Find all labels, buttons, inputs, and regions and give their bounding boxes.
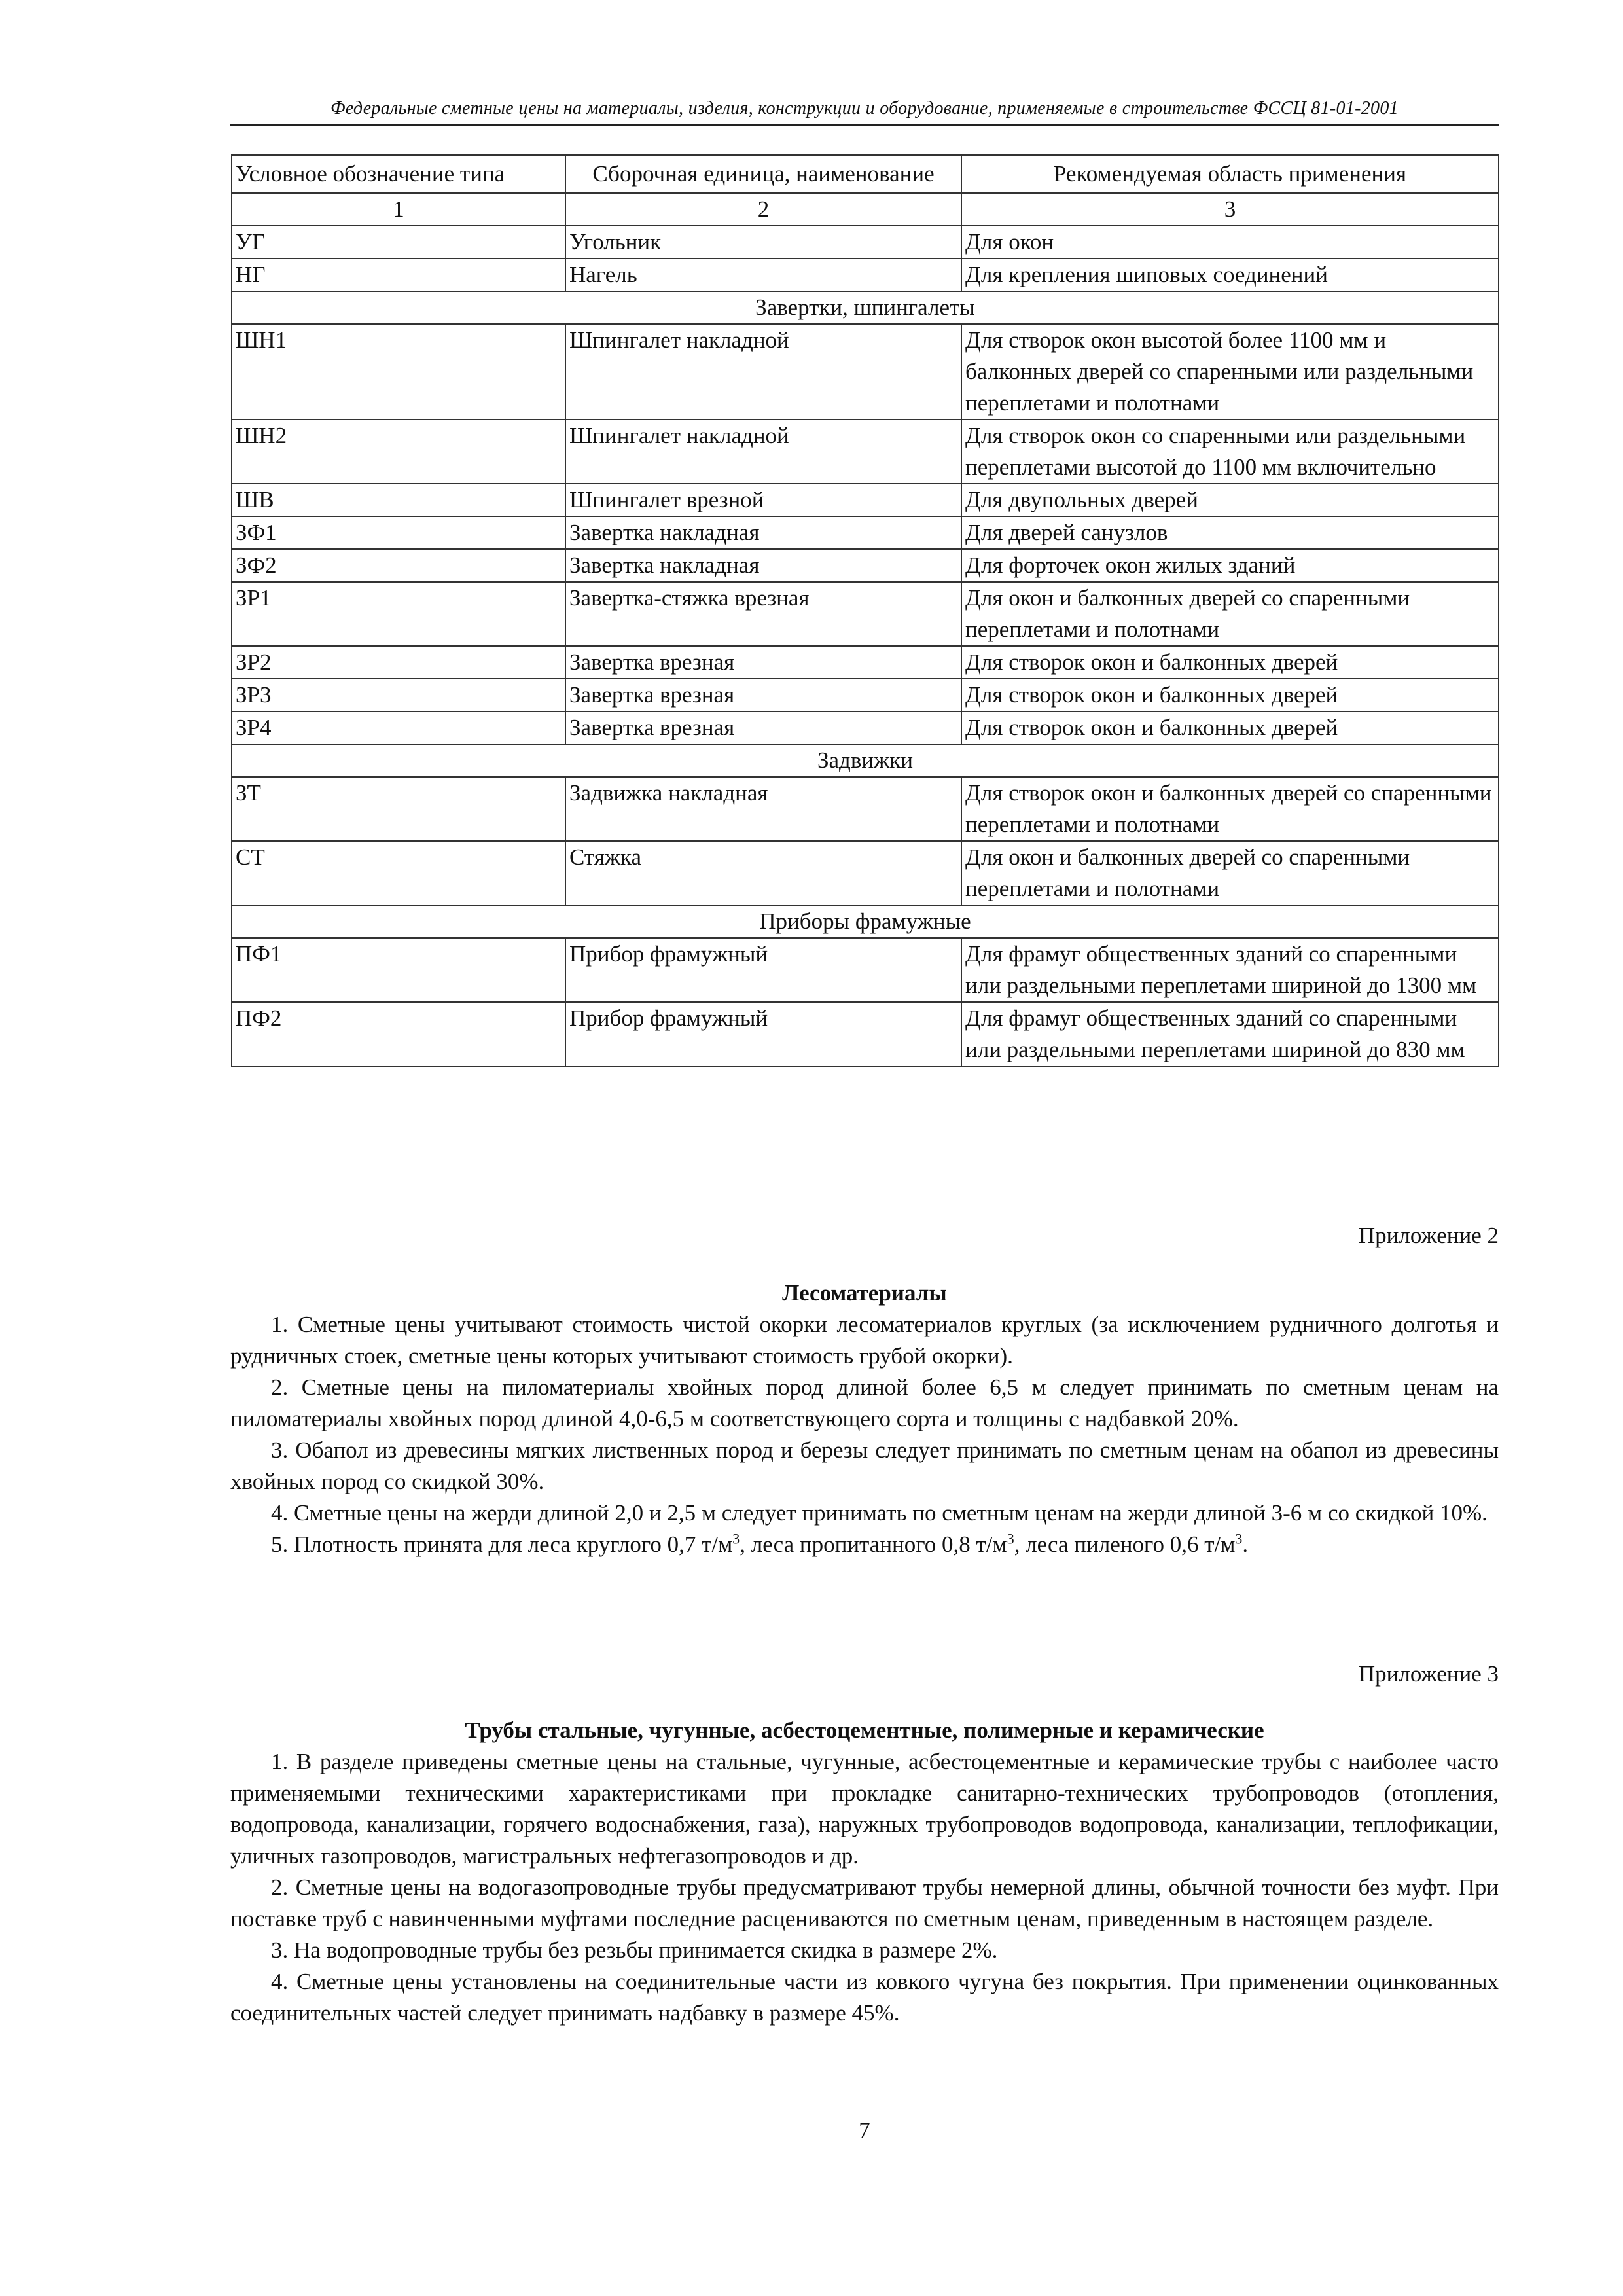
page-number: 7 xyxy=(859,2117,870,2143)
running-header: Федеральные сметные цены на материалы, изделия, конструкции и оборудование, применяемые в строительстве ФССЦ 81-01-2001 xyxy=(230,98,1499,126)
table-row xyxy=(232,679,1499,711)
section-heading: Задвижки xyxy=(232,744,1499,777)
unit-name-cell: Завертка-стяжка врезная xyxy=(565,582,961,646)
column-number-row xyxy=(232,193,1499,226)
type-code-cell: ЗФ2 xyxy=(232,549,565,582)
type-code-cell: СТ xyxy=(232,841,565,905)
table-row xyxy=(232,516,1499,549)
application-cell: Для форточек окон жилых зданий xyxy=(961,549,1499,582)
unit-name-cell: Завертка врезная xyxy=(565,646,961,679)
header-type: Условное обозначение типа xyxy=(232,155,565,193)
application-cell: Для двупольных дверей xyxy=(961,484,1499,516)
section-title-timber: Лесоматериалы xyxy=(782,1280,947,1306)
unit-name-cell: Нагель xyxy=(565,259,961,291)
appendix-3-label: Приложение 3 xyxy=(1358,1661,1499,1687)
application-cell: Для створок окон со спаренными или раздельными переплетами высотой до 1100 мм включительно xyxy=(961,420,1499,484)
superscript: 3 xyxy=(732,1530,740,1547)
section-heading: Приборы фрамужные xyxy=(232,905,1499,938)
paragraph: 2. Сметные цены на водогазопроводные трубы предусматривают трубы немерной длины, обычной точности без муфт. При поставке труб с навинченными муфтами последние расцениваются по сметным ценам, приведенным в настоящем разделе. xyxy=(230,1874,1499,1931)
application-cell: Для створок окон и балконных дверей xyxy=(961,711,1499,744)
table-section-row xyxy=(232,291,1499,324)
type-code-cell: ПФ2 xyxy=(232,1002,565,1066)
type-code-cell: ЗР3 xyxy=(232,679,565,711)
table-row xyxy=(232,1002,1499,1066)
unit-name-cell: Завертка врезная xyxy=(565,711,961,744)
column-number: 1 xyxy=(232,193,565,226)
type-code-cell: ШН1 xyxy=(232,324,565,420)
density-text: . xyxy=(1242,1532,1249,1557)
type-code-cell: ШВ xyxy=(232,484,565,516)
table-body xyxy=(232,226,1499,1066)
paragraph: 1. Сметные цены учитывают стоимость чистой окорки лесоматериалов круглых (за исключением рудничного долготья и рудничных стоек, сметные цены которых учитывают стоимость грубой окорки). xyxy=(230,1312,1499,1369)
paragraph: 3. Обапол из древесины мягких лиственных пород и березы следует принимать по сметным ценам на обапол из древесины хвойных пород со скидкой 30%. xyxy=(230,1437,1499,1494)
unit-name-cell: Стяжка xyxy=(565,841,961,905)
table-row xyxy=(232,259,1499,291)
application-cell: Для фрамуг общественных зданий со спаренными или раздельными переплетами шириной до 1300 мм xyxy=(961,938,1499,1002)
hardware-table xyxy=(231,154,1499,1067)
table-section-row xyxy=(232,744,1499,777)
table-row xyxy=(232,484,1499,516)
unit-name-cell: Завертка врезная xyxy=(565,679,961,711)
paragraph: 2. Сметные цены на пиломатериалы хвойных пород длиной более 6,5 м следует принимать по сметным ценам на пиломатериалы хвойных пород длиной 4,0-6,5 м соответствующего сорта и толщины с надбавкой 20%. xyxy=(230,1374,1499,1431)
paragraph: 4. Сметные цены на жерди длиной 2,0 и 2,5 м следует принимать по сметным ценам на жерди длиной 3-6 м со скидкой 10%. xyxy=(271,1500,1488,1526)
table-section-row xyxy=(232,905,1499,938)
unit-name-cell: Прибор фрамужный xyxy=(565,938,961,1002)
table-row xyxy=(232,226,1499,259)
column-number: 3 xyxy=(961,193,1499,226)
superscript: 3 xyxy=(1235,1530,1243,1547)
application-cell: Для дверей санузлов xyxy=(961,516,1499,549)
unit-name-cell: Задвижка накладная xyxy=(565,777,961,841)
density-text: , леса пропитанного 0,8 т/м xyxy=(740,1532,1007,1557)
type-code-cell: ЗР2 xyxy=(232,646,565,679)
section-heading: Завертки, шпингалеты xyxy=(232,291,1499,324)
paragraph: 3. На водопроводные трубы без резьбы принимается скидка в размере 2%. xyxy=(271,1937,998,1963)
unit-name-cell: Угольник xyxy=(565,226,961,259)
appendix-3-section xyxy=(230,1715,1499,2029)
application-cell: Для створок окон и балконных дверей xyxy=(961,646,1499,679)
application-cell: Для створок окон и балконных дверей со спаренными переплетами и полотнами xyxy=(961,777,1499,841)
application-cell: Для крепления шиповых соединений xyxy=(961,259,1499,291)
unit-name-cell: Шпингалет накладной xyxy=(565,420,961,484)
paragraph: 1. В разделе приведены сметные цены на стальные, чугунные, асбестоцементные и керамические трубы с наиболее часто применяемыми техническими характеристиками при прокладке санитарно-технических трубопроводов (отопления, водопровода, канализации, горячего водоснабжения, газа), наружных трубопроводов водопровода, канализации, теплофикации, уличных газопроводов, магистральных нефтегазопроводов и др. xyxy=(230,1749,1499,1869)
table-row xyxy=(232,646,1499,679)
table-row xyxy=(232,938,1499,1002)
type-code-cell: ЗФ1 xyxy=(232,516,565,549)
application-cell: Для створок окон высотой более 1100 мм и балконных дверей со спаренными или раздельными переплетами и полотнами xyxy=(961,324,1499,420)
type-code-cell: НГ xyxy=(232,259,565,291)
application-cell: Для окон и балконных дверей со спаренными переплетами и полотнами xyxy=(961,841,1499,905)
appendix-2-label: Приложение 2 xyxy=(1358,1223,1499,1248)
table-row xyxy=(232,324,1499,420)
unit-name-cell: Завертка накладная xyxy=(565,549,961,582)
column-number: 2 xyxy=(565,193,961,226)
application-cell: Для окон xyxy=(961,226,1499,259)
table-row xyxy=(232,841,1499,905)
table-header-row xyxy=(232,155,1499,193)
unit-name-cell: Завертка накладная xyxy=(565,516,961,549)
paragraph-density xyxy=(230,1529,1499,1560)
type-code-cell: ЗР1 xyxy=(232,582,565,646)
application-cell: Для фрамуг общественных зданий со спаренными или раздельными переплетами шириной до 830 мм xyxy=(961,1002,1499,1066)
header-unit: Сборочная единица, наименование xyxy=(565,155,961,193)
superscript: 3 xyxy=(1007,1530,1014,1547)
appendix-2-section xyxy=(230,1278,1499,1560)
type-code-cell: ПФ1 xyxy=(232,938,565,1002)
type-code-cell: ШН2 xyxy=(232,420,565,484)
type-code-cell: ЗР4 xyxy=(232,711,565,744)
table-row xyxy=(232,711,1499,744)
unit-name-cell: Прибор фрамужный xyxy=(565,1002,961,1066)
table-row xyxy=(232,549,1499,582)
application-cell: Для окон и балконных дверей со спаренными переплетами и полотнами xyxy=(961,582,1499,646)
unit-name-cell: Шпингалет врезной xyxy=(565,484,961,516)
table-row xyxy=(232,777,1499,841)
section-title-pipes: Трубы стальные, чугунные, асбестоцементные, полимерные и керамические xyxy=(465,1717,1264,1743)
table-row xyxy=(232,582,1499,646)
table-row xyxy=(232,420,1499,484)
unit-name-cell: Шпингалет накладной xyxy=(565,324,961,420)
type-code-cell: ЗТ xyxy=(232,777,565,841)
paragraph: 4. Сметные цены установлены на соединительные части из ковкого чугуна без покрытия. При применении оцинкованных соединительных частей следует принимать надбавку в размере 45%. xyxy=(230,1969,1499,2026)
type-code-cell: УГ xyxy=(232,226,565,259)
application-cell: Для створок окон и балконных дверей xyxy=(961,679,1499,711)
density-text: , леса пиленого 0,6 т/м xyxy=(1014,1532,1236,1557)
density-text: 5. Плотность принята для леса круглого 0,7 т/м xyxy=(271,1532,733,1557)
header-application: Рекомендуемая область применения xyxy=(961,155,1499,193)
